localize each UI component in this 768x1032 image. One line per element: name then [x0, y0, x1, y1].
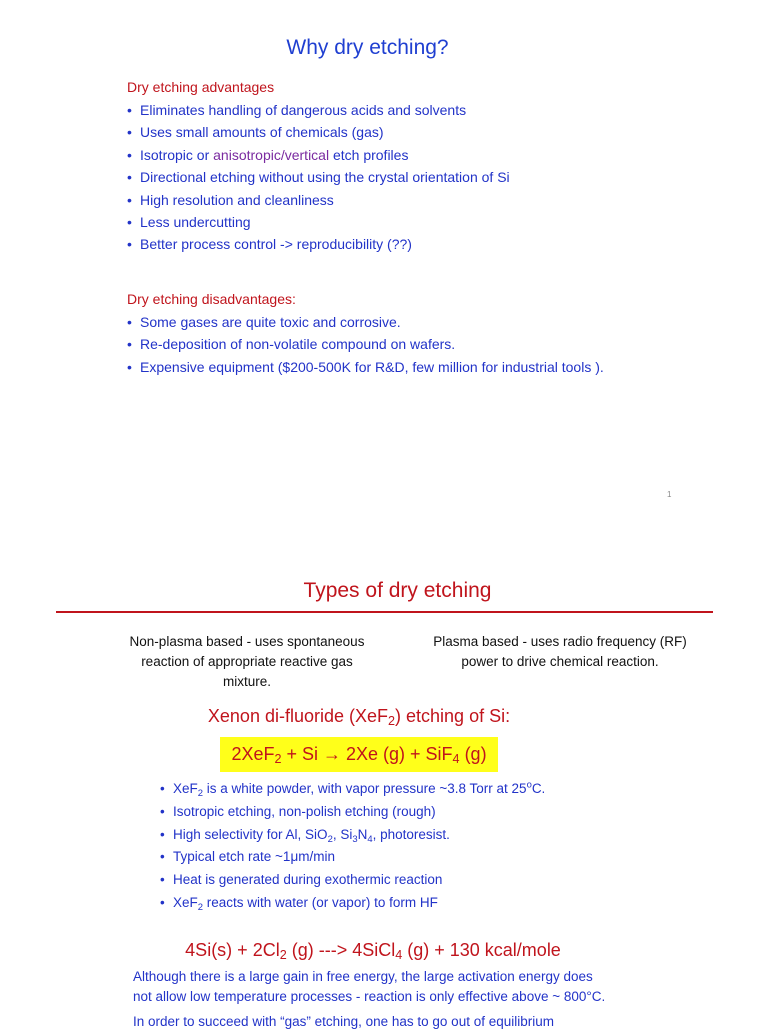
- slide-title: Types of dry etching: [303, 579, 492, 602]
- equilibrium-paragraph: In order to succeed with “gas” etching, one has to go out of equilibrium: [133, 1014, 554, 1029]
- plasma-column: Plasma based - uses radio frequency (RF) power to drive chemical reaction.: [433, 634, 687, 669]
- advantages-list: [127, 99, 510, 256]
- list-item: • XeF$_2$ reacts with water (or vapor) to form HF: [160, 892, 545, 915]
- xef2-heading: Xenon di-fluoride (XeF$_2$) etching of Si:: [207, 706, 511, 728]
- highlight-text: anisotropic/vertical: [213, 146, 330, 163]
- list-item: • Eliminates handling of dangerous acids and solvents: [127, 99, 510, 121]
- list-item: • Directional etching without using the crystal orientation of Si: [127, 166, 510, 188]
- xef2-bullets: [160, 778, 545, 915]
- list-item: • Isotropic etching, non-polish etching (rough): [160, 801, 545, 824]
- title-divider: [56, 611, 713, 613]
- list-item: • Less undercutting: [127, 211, 510, 233]
- xef2-equation: 2XeF$_2$ + Si → 2Xe (g) + SiF$_4$ (g): [220, 737, 498, 772]
- silicon-chlorine-equation: $4Si(s) + 2Cl_2$ (g) ---> 4SiCl$_4$ (g) + 130 kcal/mole: [185, 940, 561, 962]
- page-number: 1: [667, 490, 672, 499]
- disadvantages-list: [127, 311, 604, 378]
- non-plasma-column: Non-plasma based - uses spontaneous reaction of appropriate reactive gas mixture.: [129, 634, 365, 689]
- list-item: • Isotropic or anisotropic/vertical etch profiles: [127, 144, 510, 166]
- list-item: • Some gases are quite toxic and corrosive.: [127, 311, 604, 333]
- slide-title: Why dry etching?: [286, 36, 449, 59]
- list-item: • Expensive equipment ($200-500K for R&D, few million for industrial tools ).: [127, 356, 604, 378]
- list-item: • Re-deposition of non-volatile compound on wafers.: [127, 333, 604, 355]
- list-item: • Better process control -> reproducibility (??): [127, 233, 510, 255]
- disadvantages-heading: Dry etching disadvantages:: [127, 291, 296, 307]
- free-energy-paragraph: Although there is a large gain in free energy, the large activation energy does not allow low temperature processes - reaction is only effective above ~ 800°C.: [133, 969, 606, 1004]
- list-item: • High selectivity for Al, SiO$_2$, $Si_3N_4$, photoresist.: [160, 824, 545, 847]
- advantages-heading: Dry etching advantages: [127, 79, 275, 95]
- list-item: • XeF$_2$ is a white powder, with vapor pressure ~3.8 Torr at 25$^o$C.: [160, 778, 545, 801]
- list-item: • Heat is generated during exothermic reaction: [160, 869, 545, 892]
- list-item: • Uses small amounts of chemicals (gas): [127, 121, 510, 143]
- list-item: • High resolution and cleanliness: [127, 189, 510, 211]
- list-item: • Typical etch rate ~1μm/min: [160, 846, 545, 869]
